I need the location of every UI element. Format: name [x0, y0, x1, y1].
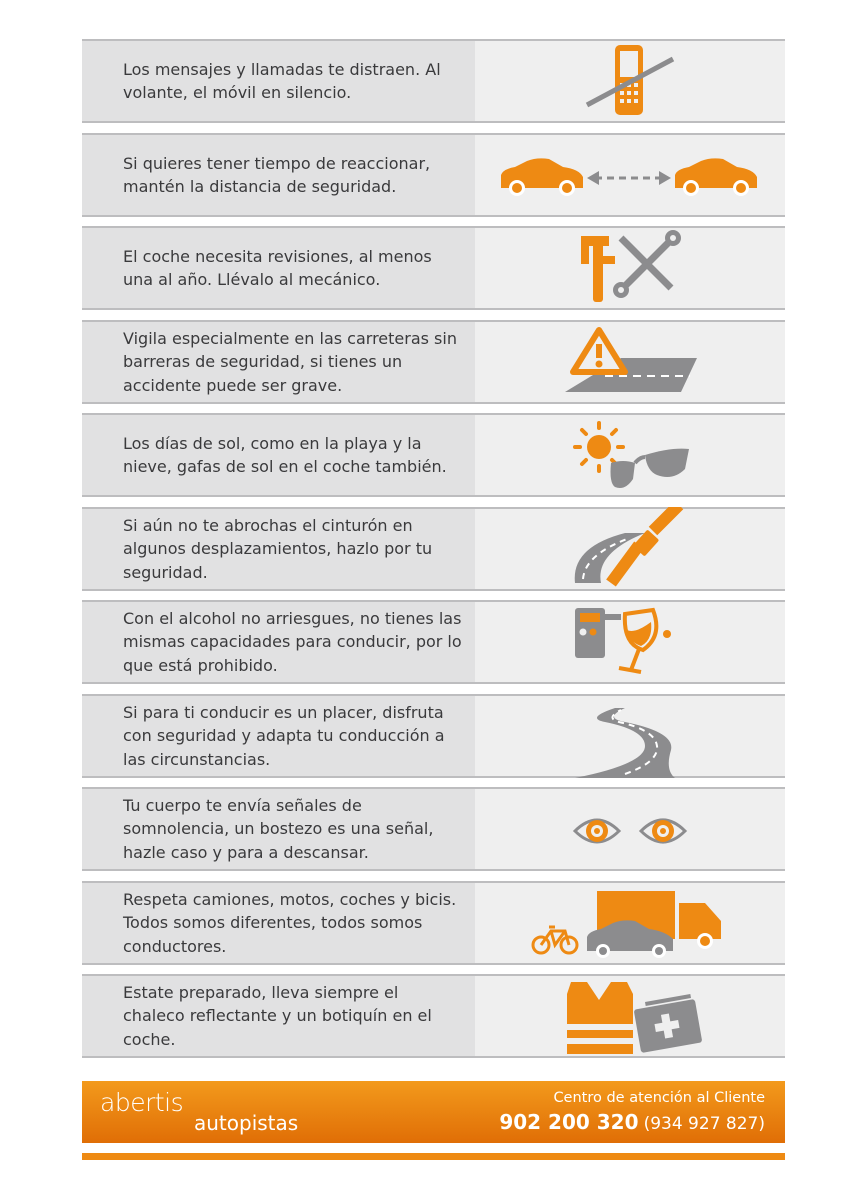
logo-subbrand: autopistas [194, 1111, 299, 1135]
tip-row [82, 507, 785, 591]
tip-row [82, 694, 785, 778]
tip-text: Si aún no te abrochas el cinturón en algunos desplazamientos, hazlo por tu seguridad. [82, 507, 475, 591]
sun-sunglasses-icon [475, 413, 785, 497]
tip-icon-cell [475, 600, 785, 684]
tip-icon-cell [475, 974, 785, 1058]
mechanic-tools-icon [475, 226, 785, 310]
customer-service-contact [499, 1088, 765, 1138]
tip-text: Los mensajes y llamadas te distraen. Al volante, el móvil en silencio. [82, 39, 475, 123]
tip-text: Respeta camiones, motos, coches y bicis. Todos somos diferentes, todos somos conductores. [82, 881, 475, 965]
tip-text: Vigila especialmente en las carreteras sin barreras de seguridad, si tienes un accidente puede ser grave. [82, 320, 475, 404]
tip-icon-cell [475, 507, 785, 591]
tip-text: Estate preparado, lleva siempre el chaleco reflectante y un botiquín en el coche. [82, 974, 475, 1058]
contact-label: Centro de atención al Cliente [553, 1090, 765, 1106]
tip-row [82, 320, 785, 404]
tip-row [82, 226, 785, 310]
tip-icon-cell [475, 320, 785, 404]
tip-row [82, 974, 785, 1058]
tip-text: Tu cuerpo te envía señales de somnolencia, un bostezo es una señal, hazle caso y para a descansar. [82, 787, 475, 871]
phone-number[interactable]: 902 200 320 [499, 1110, 639, 1134]
seatbelt-road-icon [475, 507, 785, 591]
tip-row [82, 133, 785, 217]
tip-text: Con el alcohol no arriesgues, no tienes las mismas capacidades para conducir, por lo que está prohibido. [82, 600, 475, 684]
breathalyzer-wine-icon [475, 600, 785, 684]
tip-icon-cell [475, 226, 785, 310]
phone-number-alt[interactable]: (934 927 827) [643, 1114, 765, 1134]
abertis-logo [100, 1088, 299, 1135]
tip-icon-cell [475, 133, 785, 217]
tip-icon-cell [475, 413, 785, 497]
cars-distance-icon [475, 133, 785, 217]
bottom-accent-bar [82, 1153, 785, 1160]
tip-text: Si para ti conducir es un placer, disfruta con seguridad y adapta tu conducción a las circunstancias. [82, 694, 475, 778]
tip-row [82, 413, 785, 497]
tip-row [82, 39, 785, 123]
vest-firstaid-icon [475, 974, 785, 1058]
mobile-phone-off-icon [475, 39, 785, 123]
tip-icon-cell [475, 39, 785, 123]
tip-icon-cell [475, 694, 785, 778]
tip-text: Si quieres tener tiempo de reaccionar, mantén la distancia de seguridad. [82, 133, 475, 217]
vehicles-icon [475, 881, 785, 965]
logo-brand: abertis [100, 1088, 184, 1117]
tip-row [82, 600, 785, 684]
tip-text: El coche necesita revisiones, al menos una al año. Llévalo al mecánico. [82, 226, 475, 310]
tip-row [82, 881, 785, 965]
tip-icon-cell [475, 881, 785, 965]
tip-icon-cell [475, 787, 785, 871]
footer-banner [82, 1081, 785, 1143]
tip-row [82, 787, 785, 871]
eyes-icon [475, 787, 785, 871]
warning-road-icon [475, 320, 785, 404]
tip-text: Los días de sol, como en la playa y la nieve, gafas de sol en el coche también. [82, 413, 475, 497]
winding-road-icon [475, 694, 785, 778]
